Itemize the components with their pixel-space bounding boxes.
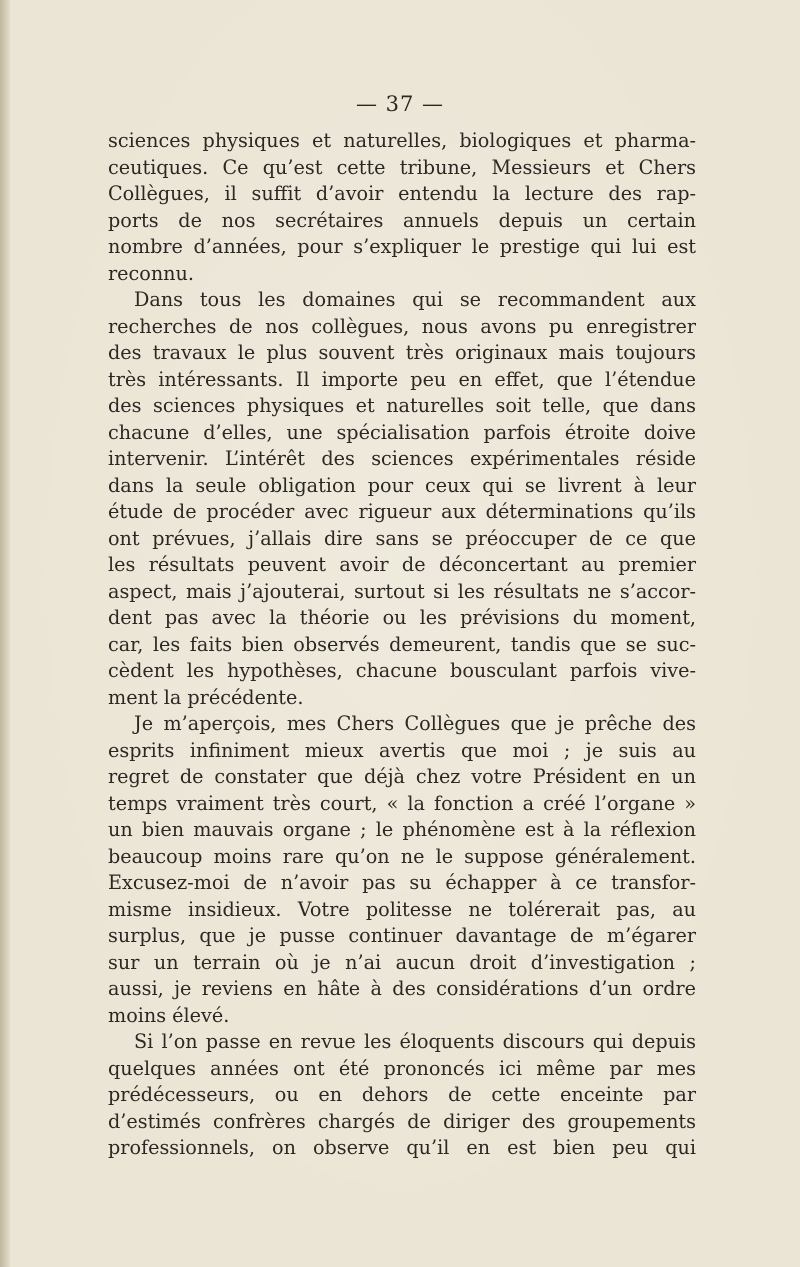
- text-line: intervenir. L’intérêt des sciences expérimentales réside: [108, 447, 696, 470]
- text-line: temps vraiment très court, « la fonction a créé l’organe »: [108, 791, 696, 815]
- text-line: dans la seule obligation pour ceux qui se livrent à leur: [108, 473, 696, 497]
- body-text: [108, 128, 696, 1162]
- text-line: moins élevé.: [108, 1003, 230, 1027]
- text-line: aussi, je reviens en hâte à des considérations d’un ordre: [108, 977, 696, 1000]
- text-line: nombre d’années, pour s’expliquer le prestige qui lui est: [108, 235, 696, 258]
- text-line: professionnels, on observe qu’il en est bien peu qui: [108, 1136, 696, 1159]
- text-line: ceutiques. Ce qu’est cette tribune, Messieurs et Chers: [108, 155, 696, 179]
- text-line: dent pas avec la théorie ou les prévisions du moment,: [108, 606, 696, 629]
- text-line: recherches de nos collègues, nous avons pu enregistrer: [108, 314, 696, 338]
- text-line: ports de nos secrétaires annuels depuis un certain: [108, 208, 696, 232]
- text-line: misme insidieux. Votre politesse ne tolérerait pas, au: [108, 897, 696, 921]
- text-line: Dans tous les domaines qui se recommandent aux: [134, 288, 696, 311]
- text-line: ment la précédente.: [108, 685, 304, 709]
- text-line: ont prévues, j’allais dire sans se préoccuper de ce que: [108, 526, 696, 550]
- text-line: des sciences physiques et naturelles soit telle, que dans: [108, 394, 696, 417]
- text-line: Je m’aperçois, mes Chers Collègues que je prêche des: [134, 712, 696, 735]
- text-line: chacune d’elles, une spécialisation parfois étroite doive: [108, 420, 696, 444]
- text-line: cèdent les hypothèses, chacune bousculant parfois vive-: [108, 659, 696, 682]
- text-line: sciences physiques et naturelles, biologiques et pharma-: [108, 129, 696, 152]
- text-line: étude de procéder avec rigueur aux déterminations qu’ils: [108, 500, 696, 523]
- text-line: d’estimés confrères chargés de diriger des groupements: [108, 1109, 696, 1133]
- text-line: prédécesseurs, ou en dehors de cette enceinte par: [108, 1083, 696, 1106]
- text-line: beaucoup moins rare qu’on ne le suppose généralement.: [108, 844, 696, 868]
- text-line: regret de constater que déjà chez votre Président en un: [108, 765, 696, 788]
- text-line: quelques années ont été prononcés ici même par mes: [108, 1056, 696, 1080]
- text-line: Si l’on passe en revue les éloquents discours qui depuis: [134, 1030, 696, 1053]
- text-line: car, les faits bien observés demeurent, tandis que se suc-: [108, 632, 696, 656]
- text-line: sur un terrain où je n’ai aucun droit d’investigation ;: [108, 950, 696, 974]
- text-line: reconnu.: [108, 261, 194, 285]
- text-line: Excusez-moi de n’avoir pas su échapper à ce transfor-: [108, 871, 696, 894]
- text-line: aspect, mais j’ajouterai, surtout si les résultats ne s’accor-: [108, 579, 696, 603]
- text-line: un bien mauvais organe ; le phénomène est à la réflexion: [108, 818, 696, 841]
- text-line: les résultats peuvent avoir de déconcertant au premier: [108, 553, 696, 576]
- text-line: Collègues, il suffit d’avoir entendu la lecture des rap-: [108, 182, 696, 205]
- text-line: très intéressants. Il importe peu en effet, que l’étendue: [108, 367, 696, 391]
- text-line: surplus, que je pusse continuer davantage de m’égarer: [108, 924, 696, 947]
- page-number: — 37 —: [355, 92, 445, 116]
- text-line: esprits infiniment mieux avertis que moi ; je suis au: [108, 738, 696, 762]
- text-line: des travaux le plus souvent très originaux mais toujours: [108, 341, 696, 364]
- page-binding-edge: [0, 0, 10, 1267]
